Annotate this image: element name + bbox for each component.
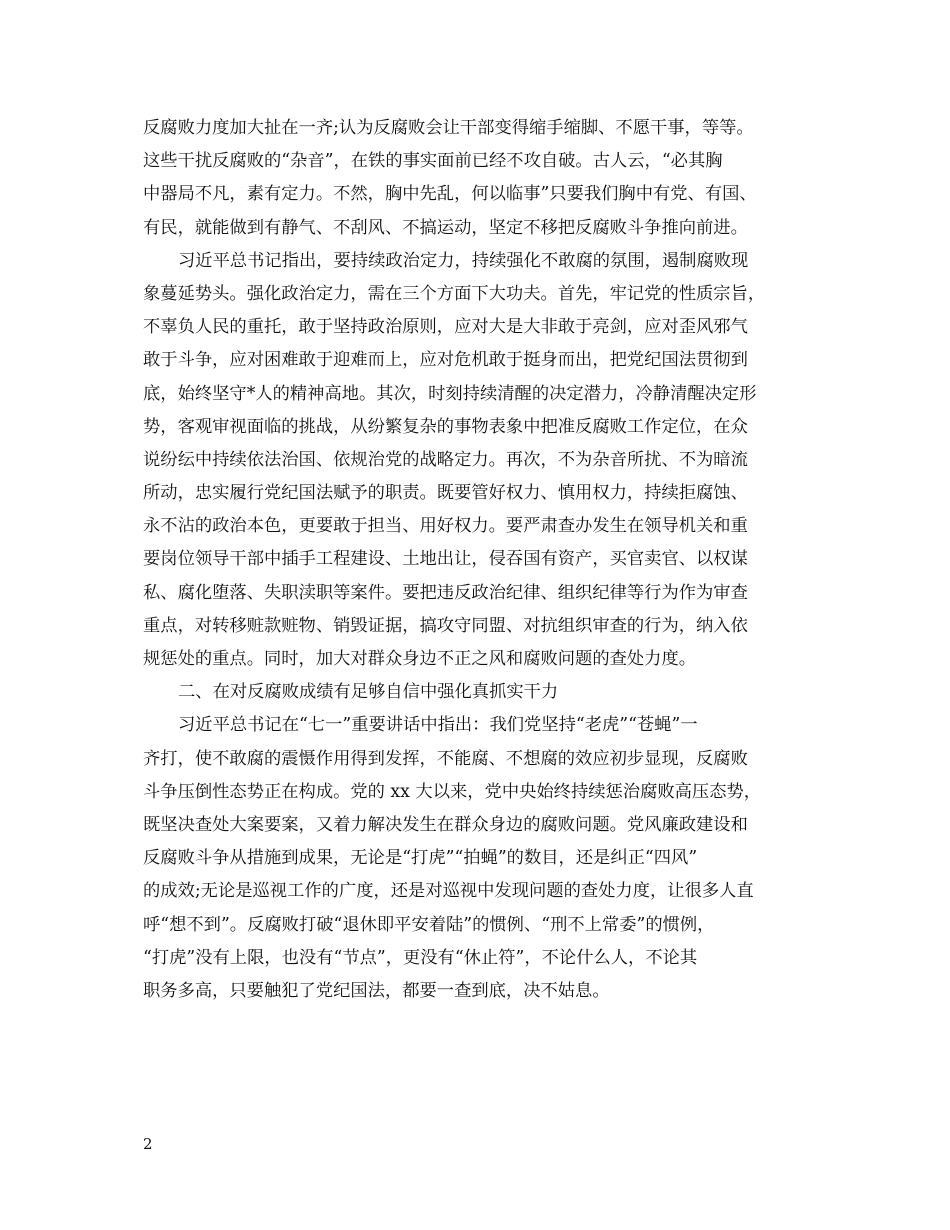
text-line: 势，客观审视面临的挑战，从纷繁复杂的事物表象中把准反腐败工作定位，在众	[143, 416, 748, 437]
text-line: 二、在对反腐败成绩有足够自信中强化真抓实干力	[178, 682, 559, 703]
text-line: 职务多高，只要触犯了党纪国法，都要一查到底，决不姑息。	[143, 980, 610, 1001]
text-line: 底，始终坚守*人的精神高地。其次，时刻持续清醒的决定潜力，冷静清醒决定形	[143, 383, 757, 404]
text-line: 所动，忠实履行党纪国法赋予的职责。既要管好权力、慎用权力，持续拒腐蚀、	[143, 483, 748, 504]
text-line: 不辜负人民的重托，敢于坚持政治原则，应对大是大非敢于亮剑，应对歪风邪气	[143, 317, 748, 338]
text-line: 反腐败力度加大扯在一齐;认为反腐败会让干部变得缩手缩脚、不愿干事，等等。	[143, 118, 754, 138]
paragraph	[143, 709, 833, 1008]
text-line: “打虎”没有上限，也没有“节点”，更没有“休止符”，不论什么人，不论其	[143, 947, 698, 968]
paragraph	[143, 245, 833, 676]
text-line: 这些干扰反腐败的“杂音”，在铁的事实面前已经不攻自破。古人云，“必其胸	[143, 151, 723, 172]
text-line: 呼“想不到”。反腐败打破“退休即平安着陆”的惯例、“刑不上常委”的惯例，	[143, 914, 715, 935]
text-line: 重点，对转移赃款赃物、销毁证据，搞攻守同盟、对抗组织审查的行为，纳入依	[143, 615, 748, 636]
text-line: 齐打，使不敢腐的震慑作用得到发挥，不能腐、不想腐的效应初步显现，反腐败	[143, 748, 748, 769]
text-line: 既坚决查处大案要案，又着力解决发生在群众身边的腐败问题。党风廉政建设和	[143, 814, 748, 835]
text-line: 永不沾的政治本色，更要敢于担当、用好权力。要严肃查办发生在领导机关和重	[143, 516, 748, 537]
text-line: 斗争压倒性态势正在构成。党的 xx 大以来，党中央始终持续惩治腐败高压态势，	[143, 781, 762, 802]
text-line: 习近平总书记在“七一”重要讲话中指出：我们党坚持“老虎”“苍蝇”一	[178, 715, 698, 736]
text-line: 中器局不凡，素有定力。不然，胸中先乱，何以临事”只要我们胸中有党、有国、	[143, 184, 757, 205]
text-line: 说纷纭中持续依法治国、依规治党的战略定力。再次，不为杂音所扰、不为暗流	[143, 449, 748, 470]
text-line: 敢于斗争，应对困难敢于迎难而上，应对危机敢于挺身而出，把党纪国法贯彻到	[143, 350, 748, 371]
text-line: 反腐败斗争从措施到成果，无论是“打虎”“拍蝇”的数目，还是纠正“四风”	[143, 848, 698, 869]
text-line: 规惩处的重点。同时，加大对群众身边不正之风和腐败问题的查处力度。	[143, 649, 697, 669]
text-line: 的成效;无论是巡视工作的广度，还是对巡视中发现问题的查处力度，让很多人直	[143, 881, 754, 902]
text-line: 私、腐化堕落、失职渎职等案件。要把违反政治纪律、组织纪律等行为作为审查	[143, 582, 748, 603]
page-number: 2	[143, 1135, 153, 1153]
text-line: 象蔓延势头。强化政治定力，需在三个方面下大功夫。首先，牢记党的性质宗旨，	[143, 283, 766, 304]
text-line: 有民，就能做到有静气、不刮风、不搞运动，坚定不移把反腐败斗争推向前进。	[143, 217, 748, 238]
text-line: 习近平总书记指出，要持续政治定力，持续强化不敢腐的氛围，遏制腐败现	[178, 250, 749, 271]
page-body	[143, 112, 833, 1008]
paragraph	[143, 676, 833, 709]
text-line: 要岗位领导干部中插手工程建设、土地出让，侵吞国有资产，买官卖官、以权谋	[143, 549, 748, 570]
paragraph	[143, 112, 833, 245]
